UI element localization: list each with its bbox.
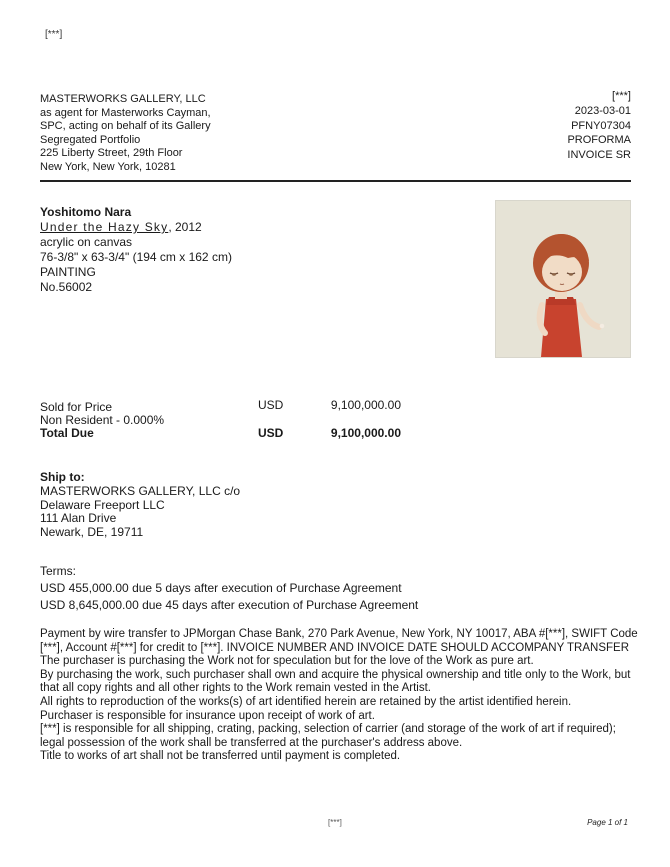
ship-to-heading: Ship to: xyxy=(40,470,85,484)
terms-heading: Terms: xyxy=(40,564,76,578)
ship-to-line: Newark, DE, 19711 xyxy=(40,525,144,540)
buyer-line: New York, New York, 10281 xyxy=(40,160,176,173)
artist-name: Yoshitomo Nara xyxy=(40,205,132,219)
invoice-number: PFNY07304 xyxy=(571,119,631,132)
ship-to-line: 111 Alan Drive xyxy=(40,511,117,526)
footer-redacted: [***] xyxy=(328,818,342,827)
sold-price-currency: USD xyxy=(258,398,284,412)
total-due-label: Total Due xyxy=(40,426,94,440)
artwork-year: , 2012 xyxy=(168,220,202,234)
artwork-image xyxy=(495,200,631,358)
total-due-amount: 9,100,000.00 xyxy=(330,426,401,440)
buyer-line: Segregated Portfolio xyxy=(40,133,141,146)
artwork-title-line xyxy=(40,220,232,235)
invoice-kind: INVOICE SR xyxy=(567,149,631,162)
invoice-type: PROFORMA xyxy=(567,134,631,147)
page-number: Page 1 of 1 xyxy=(587,818,628,827)
artwork-number: No.56002 xyxy=(40,280,93,294)
payment-conditions xyxy=(40,628,640,764)
ship-to-section xyxy=(40,471,240,540)
header-divider xyxy=(40,180,631,182)
invoice-date: 2023-03-01 xyxy=(574,104,631,117)
total-due-currency: USD xyxy=(258,426,284,440)
header-redacted: [***] xyxy=(45,29,63,40)
payment-wire-instructions: Payment by wire transfer to JPMorgan Chase Bank, 270 Park Avenue, New York, NY 10017, ABA #[***], SWIFT Code [***], Account #[***] for credit to [***]. INVOICE NUMBER AND INVOICE DATE SHOULD ACCOMPANY TRANSFER xyxy=(40,628,638,654)
painting-illustration xyxy=(496,201,630,357)
reproduction-clause: All rights to reproduction of the works(s) of art identified herein are retained by the artist identified herein. xyxy=(40,695,572,708)
buyer-line: SPC, acting on behalf of its Gallery xyxy=(40,120,211,133)
invoice-meta xyxy=(567,89,631,163)
artwork-dimensions: 76-3/8" x 63-3/4" (194 cm x 162 cm) xyxy=(40,250,232,264)
buyer-line: MASTERWORKS GALLERY, LLC xyxy=(40,93,206,105)
title-transfer-clause: Title to works of art shall not be transferred until payment is completed. xyxy=(40,750,401,763)
sold-price-amount: 9,100,000.00 xyxy=(330,398,401,412)
artwork-title: Under the Hazy Sky xyxy=(40,220,169,234)
buyer-line: 225 Liberty Street, 29th Floor xyxy=(40,147,183,160)
buyer-address xyxy=(40,93,211,175)
terms-section xyxy=(40,563,418,613)
terms-line: USD 8,645,000.00 due 45 days after execution of Purchase Agreement xyxy=(40,597,419,612)
ship-to-line: Delaware Freeport LLC xyxy=(40,497,165,512)
sold-price-label: Sold for Price xyxy=(40,400,113,414)
artwork-details xyxy=(40,205,232,295)
artwork-category: PAINTING xyxy=(40,265,96,279)
ship-to-line: MASTERWORKS GALLERY, LLC c/o xyxy=(40,483,241,498)
terms-line: USD 455,000.00 due 5 days after execution of Purchase Agreement xyxy=(40,580,402,595)
speculation-clause: The purchaser is purchasing the Work not for speculation but for the love of the Work as pure art. xyxy=(40,655,534,668)
insurance-clause: Purchaser is responsible for insurance upon receipt of work of art. xyxy=(40,709,375,722)
shipping-clause: [***] is responsible for all shipping, crating, packing, selection of carrier (and storage of the work of art if required); legal possession of the work shall be transferred at the purchaser's address above. xyxy=(40,723,616,749)
tax-label: Non Resident - 0.000% xyxy=(40,413,165,427)
ownership-clause: By purchasing the work, such purchaser shall own and acquire the physical ownership and title only to the Work, but that all copy rights and all other rights to the Work remain vested in the Artist. xyxy=(40,668,631,695)
artwork-medium: acrylic on canvas xyxy=(40,235,133,249)
buyer-line: as agent for Masterworks Cayman, xyxy=(40,106,211,119)
meta-redacted: [***] xyxy=(612,90,631,102)
